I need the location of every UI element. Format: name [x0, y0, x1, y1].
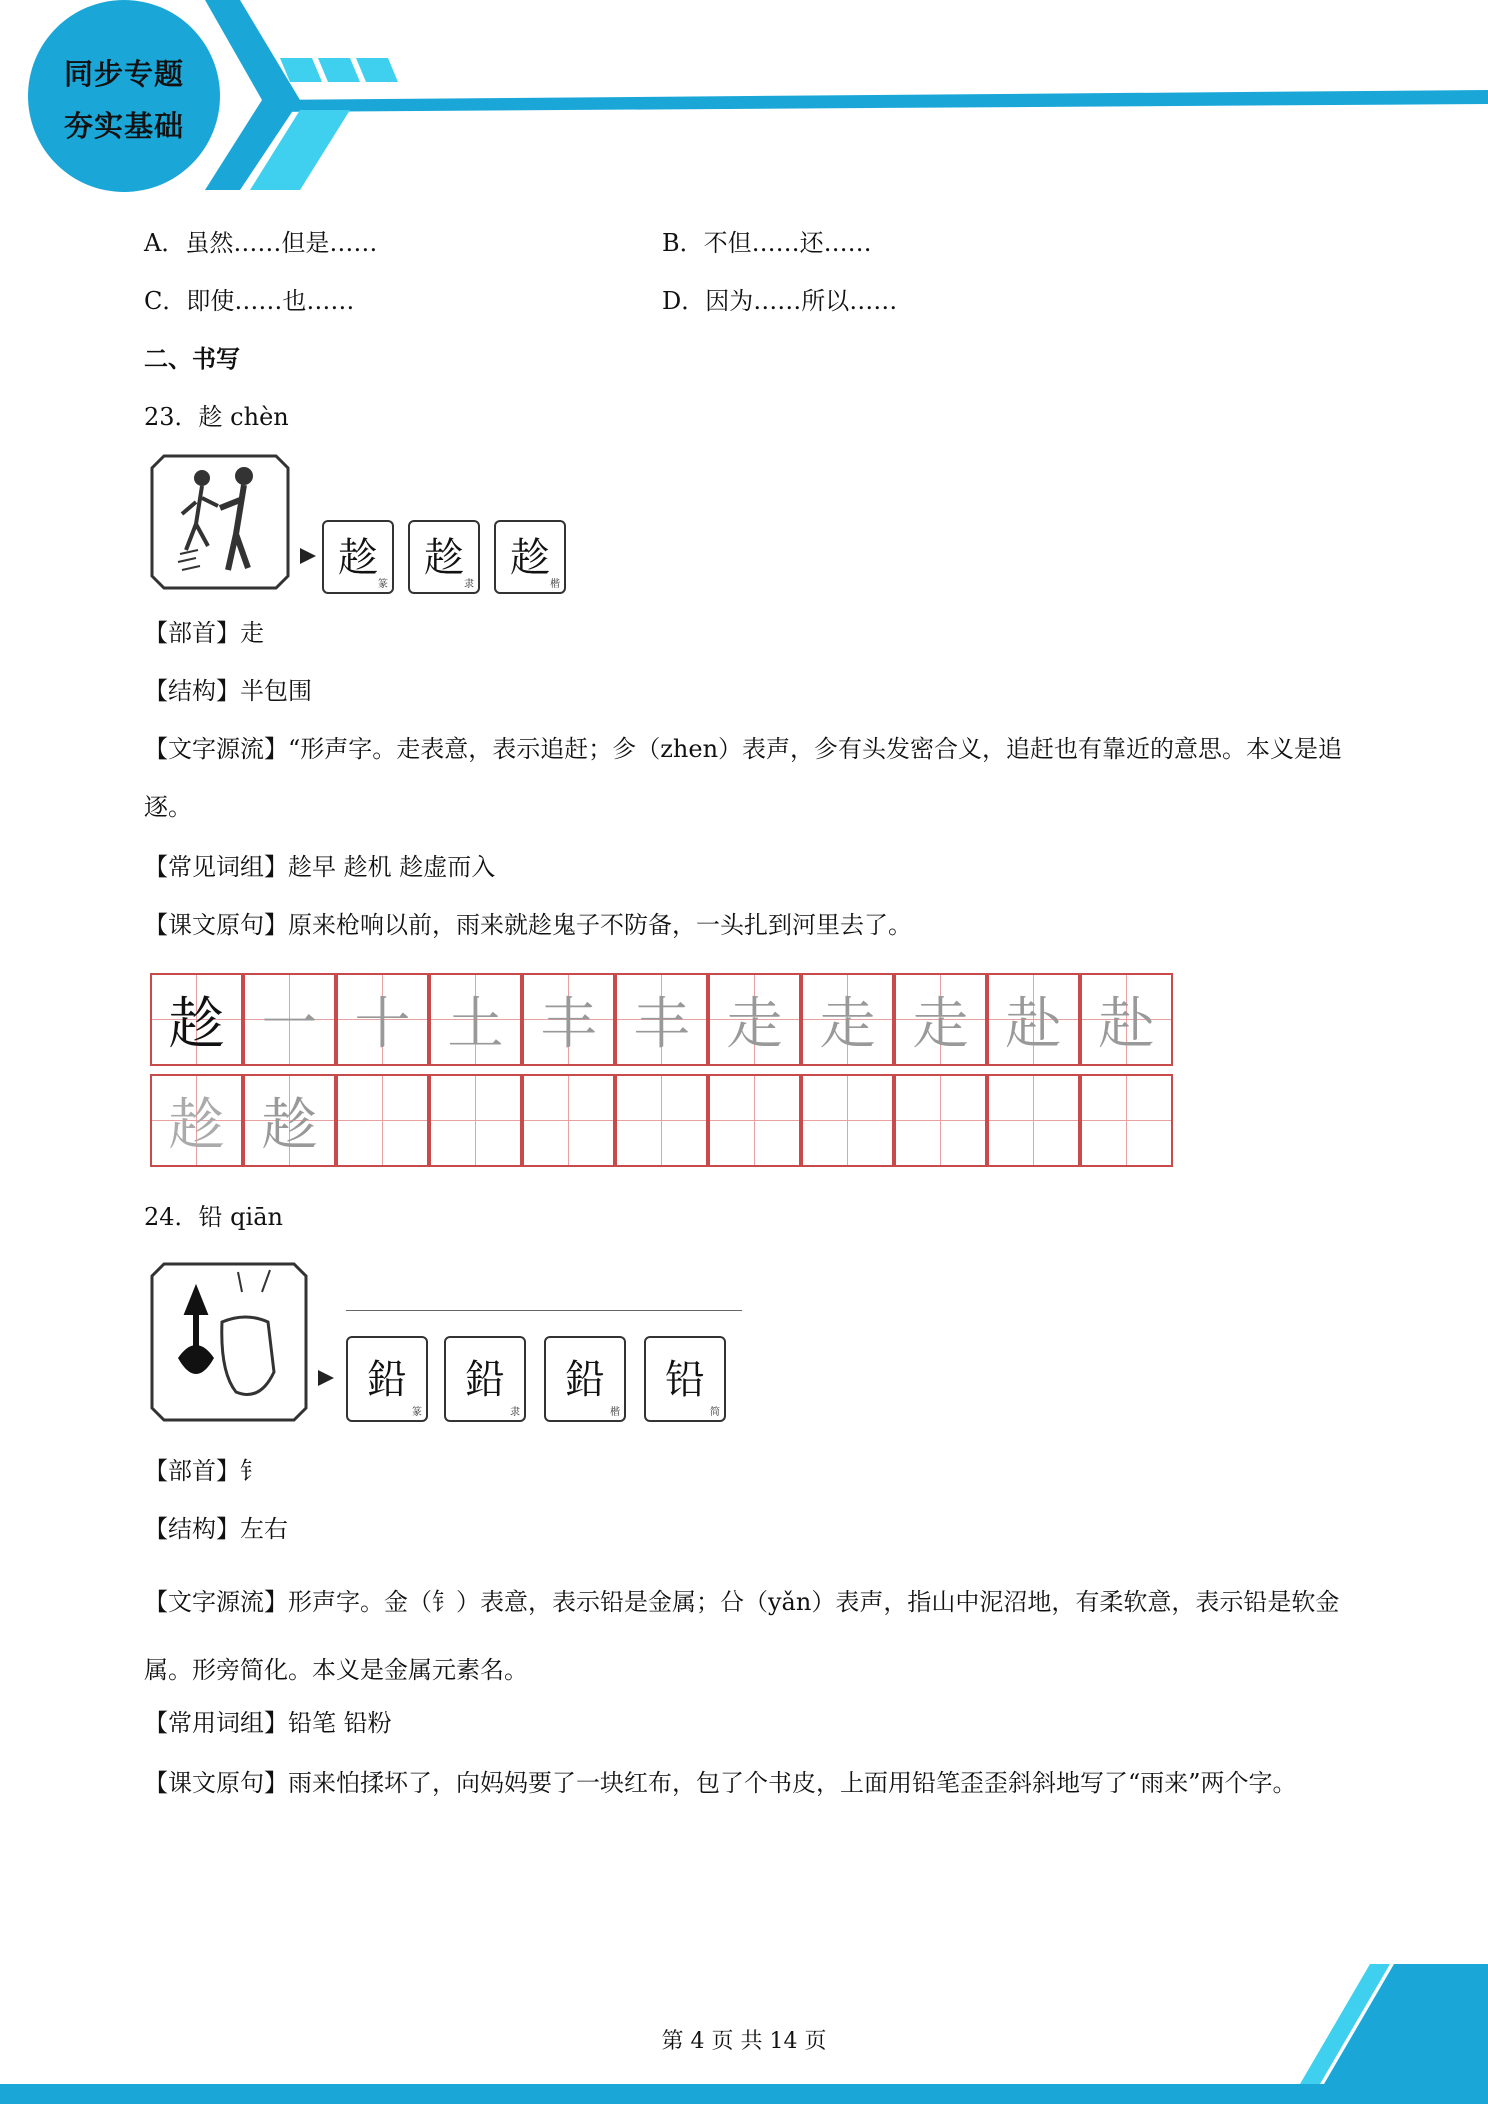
q24-title: 24．铅 qiān — [144, 1203, 283, 1231]
glyph-tag: 篆 — [412, 1407, 422, 1418]
grid-cell — [615, 973, 708, 1066]
stroke-glyph — [803, 1076, 892, 1165]
stroke-glyph: 走 — [819, 991, 876, 1057]
option-b: B．不但……还…… — [662, 229, 872, 257]
q23-structure: 【结构】半包围 — [144, 677, 312, 705]
glyph: 铅 — [665, 1357, 705, 1403]
glyph-box — [444, 1336, 526, 1422]
stroke-glyph: 赴 — [1098, 991, 1155, 1057]
stroke-glyph — [1082, 1076, 1171, 1165]
grid-cell — [522, 1074, 615, 1167]
stroke-glyph: 趁 — [168, 991, 225, 1057]
glyph-tag: 楷 — [610, 1407, 620, 1418]
stroke-glyph: 走 — [726, 991, 783, 1057]
q23-radical: 【部首】走 — [144, 619, 264, 647]
q23-words: 【常见词组】趁早 趁机 趁虚而入 — [144, 853, 496, 881]
glyph: 趁 — [510, 535, 550, 581]
grid-cell — [1080, 973, 1173, 1066]
grid-cell — [1080, 1074, 1173, 1167]
divider — [346, 1310, 742, 1311]
stroke-glyph — [338, 1076, 427, 1165]
grid-cell — [150, 1074, 243, 1167]
grid-cell — [150, 973, 243, 1066]
section-title: 二、书写 — [144, 345, 240, 373]
glyph-box — [494, 520, 566, 594]
glyph-box — [408, 520, 480, 594]
grid-cell — [801, 973, 894, 1066]
stroke-glyph — [896, 1076, 985, 1165]
stroke-glyph: 赴 — [1005, 991, 1062, 1057]
footer-banner — [0, 1940, 1488, 2104]
arrow-right-icon — [318, 1370, 336, 1386]
arrow-right-icon — [300, 548, 318, 564]
q24-structure: 【结构】左右 — [144, 1515, 288, 1543]
stroke-glyph: 十 — [354, 991, 411, 1057]
grid-cell — [894, 1074, 987, 1167]
q23-pictograph — [150, 454, 290, 590]
glyph-box — [544, 1336, 626, 1422]
q24-origin: 【文字源流】形声字。金（钅）表意，表示铅是金属；㕣（yǎn）表声，指山中泥沼地，有柔软意，表示铅是软金属。形旁简化。本义是金属元素名。 — [144, 1588, 1340, 1684]
stroke-glyph — [431, 1076, 520, 1165]
glyph-box — [644, 1336, 726, 1422]
grid-cell — [708, 973, 801, 1066]
q24-words: 【常用词组】铅笔 铅粉 — [144, 1709, 392, 1737]
stroke-glyph: 一 — [261, 991, 318, 1057]
glyph-tag: 简 — [710, 1407, 720, 1418]
stroke-glyph — [989, 1076, 1078, 1165]
glyph: 鉛 — [465, 1357, 505, 1403]
stroke-glyph: 丰 — [633, 991, 690, 1057]
pictograph-frame-icon — [150, 454, 290, 590]
grid-cell — [615, 1074, 708, 1167]
q24-radical: 【部首】钅 — [144, 1457, 264, 1485]
header-banner — [0, 0, 1488, 200]
grid-cell — [429, 1074, 522, 1167]
option-c: C．即使……也…… — [144, 287, 355, 315]
glyph-box — [346, 1336, 428, 1422]
glyph: 趁 — [424, 535, 464, 581]
glyph-tag: 隶 — [464, 579, 474, 590]
option-d: D．因为……所以…… — [662, 287, 898, 315]
glyph-tag: 篆 — [378, 579, 388, 590]
badge-line-2: 夯实基础 — [63, 109, 184, 143]
stroke-glyph — [617, 1076, 706, 1165]
q23-sentence: 【课文原句】原来枪响以前，雨来就趁鬼子不防备，一头扎到河里去了。 — [144, 911, 912, 939]
grid-cell — [987, 1074, 1080, 1167]
grid-cell — [243, 1074, 336, 1167]
q23-title: 23．趁 chèn — [144, 403, 289, 431]
grid-cell — [336, 1074, 429, 1167]
grid-cell — [801, 1074, 894, 1167]
glyph-box — [322, 520, 394, 594]
stroke-glyph — [710, 1076, 799, 1165]
grid-cell — [429, 973, 522, 1066]
stroke-glyph: 走 — [912, 991, 969, 1057]
grid-cell — [987, 973, 1080, 1066]
page-number: 第 4 页 共 14 页 — [661, 2029, 827, 2054]
stroke-glyph: 趁 — [168, 1092, 225, 1158]
q24-sentence: 【课文原句】雨来怕揉坏了，向妈妈要了一块红布，包了个书皮，上面用铅笔歪歪斜斜地写了“雨来”两个字。 — [144, 1769, 1297, 1797]
grid-cell — [522, 973, 615, 1066]
glyph: 趁 — [338, 535, 378, 581]
glyph-tag: 楷 — [550, 579, 560, 590]
glyph: 鉛 — [565, 1357, 605, 1403]
stroke-glyph: 土 — [447, 991, 504, 1057]
stroke-glyph: 趁 — [261, 1092, 318, 1158]
stroke-glyph: 丰 — [540, 991, 597, 1057]
q24-pictograph — [150, 1262, 308, 1422]
glyph: 鉛 — [367, 1357, 407, 1403]
grid-cell — [708, 1074, 801, 1167]
q23-origin: 【文字源流】“形声字。走表意，表示追赶；㐱（zhen）表声，㐱有头发密合义，追赶也有靠近的意思。本义是追逐。 — [144, 735, 1343, 821]
stroke-glyph — [524, 1076, 613, 1165]
grid-cell — [336, 973, 429, 1066]
option-a: A．虽然……但是…… — [144, 229, 378, 257]
glyph-tag: 隶 — [510, 1407, 520, 1418]
grid-cell — [894, 973, 987, 1066]
pictograph-frame-icon — [150, 1262, 308, 1422]
badge-line-1: 同步专题 — [63, 57, 184, 91]
grid-cell — [243, 973, 336, 1066]
